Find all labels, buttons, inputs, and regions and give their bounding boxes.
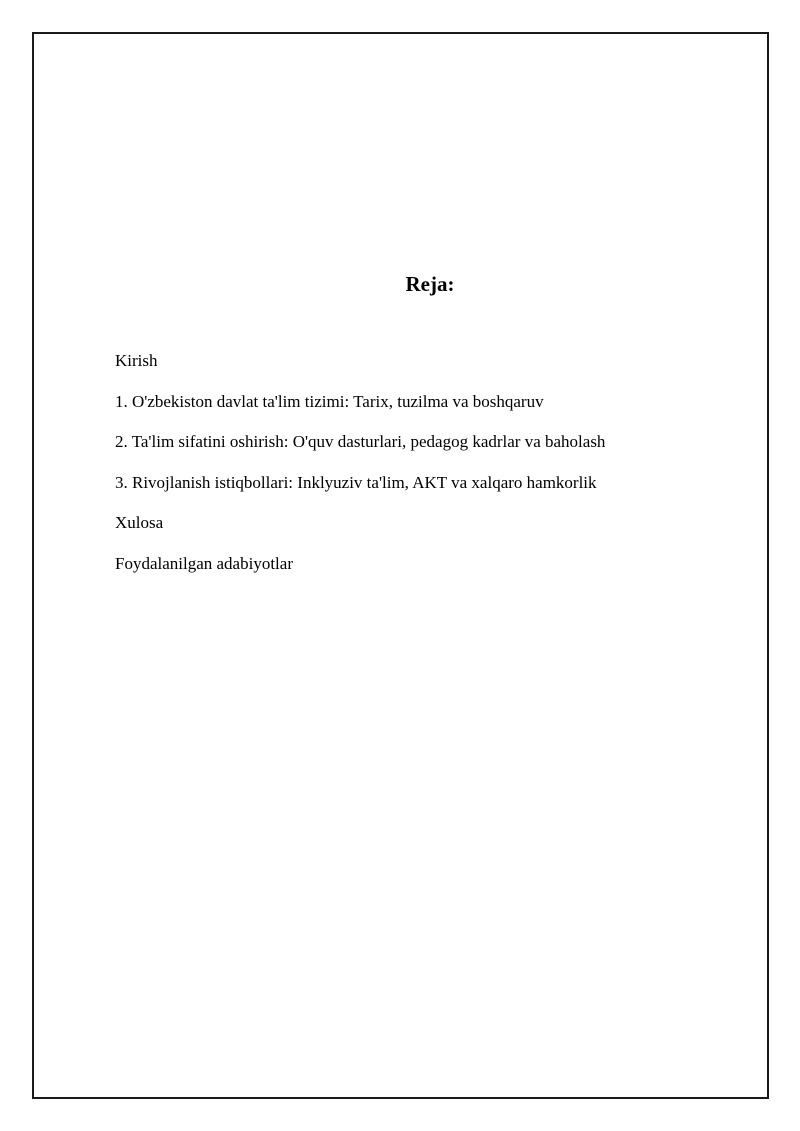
plan-list [115,350,605,594]
plan-item-chapter-3: 3. Rivojlanish istiqbollari: Inklyuziv ta'lim, AKT va xalqaro hamkorlik [115,472,597,492]
plan-title: Reja: [405,272,455,296]
plan-item-conclusion: Xulosa [115,513,164,533]
plan-item-references: Foydalanilgan adabiyotlar [115,553,293,573]
plan-item-introduction: Kirish [115,351,158,370]
plan-item-chapter-2: 2. Ta'lim sifatini oshirish: O'quv dasturlari, pedagog kadrlar va baholash [115,432,606,452]
plan-item-chapter-1: 1. O'zbekiston davlat ta'lim tizimi: Tarix, tuzilma va boshqaruv [115,391,544,411]
